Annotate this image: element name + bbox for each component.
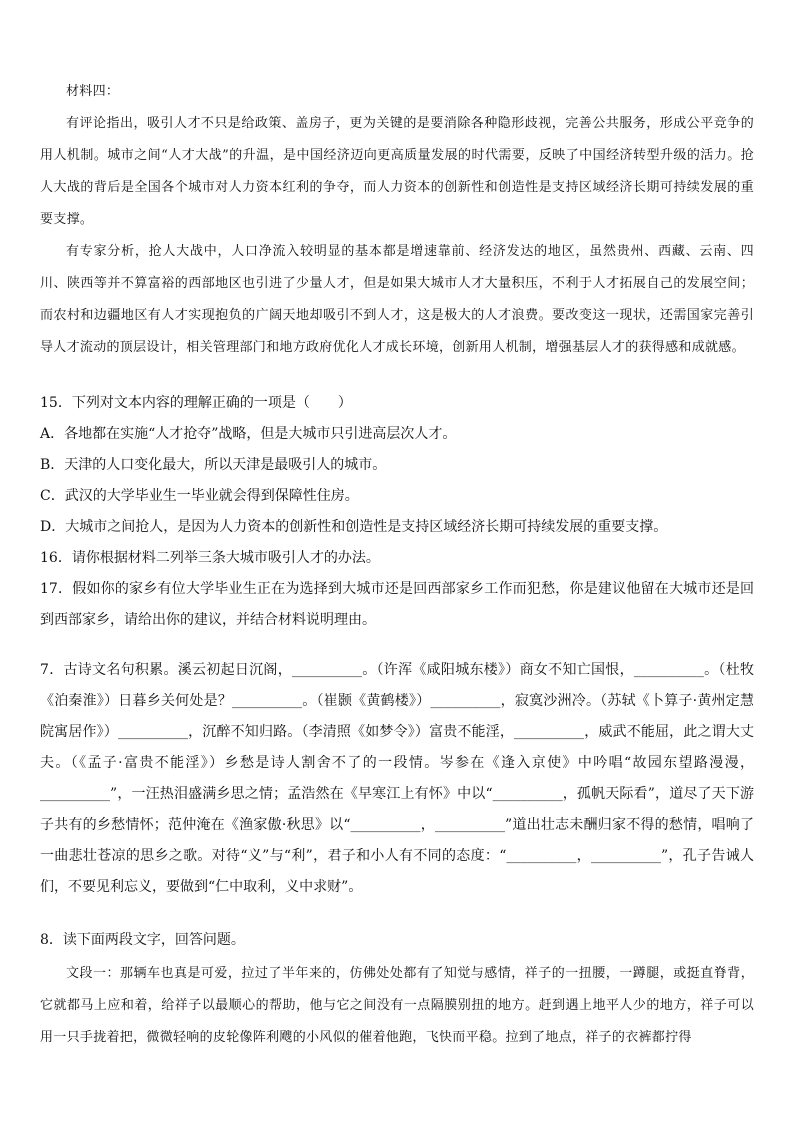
question-15-option-d: D．大城市之间抢人，是因为人力资本的创新性和创造性是支持区域经济长期可持续发展的重要支撑。 (40, 519, 668, 535)
question-15 (40, 388, 754, 543)
question-15-option-a: A．各地都在实施“人才抢夺”战略，但是大城市只引进高层次人才。 (40, 426, 457, 442)
question-17: 17．假如你的家乡有位大学毕业生正在为选择到大城市还是回西部家乡工作而犯愁，你是建议他留在大城市还是回到西部家乡，请给出你的建议，并结合材料说明理由。 (40, 581, 754, 628)
question-15-option-c: C．武汉的大学毕业生一毕业就会得到保障性住房。 (40, 488, 359, 504)
material4-paragraph-2: 有专家分析，抢人大战中，人口净流入较明显的基本都是增速靠前、经济发达的地区，虽然贵州、西藏、云南、四川、陕西等并不算富裕的西部地区也引进了少量人才，但是如果大城市人才大量积压，不利于人才拓展自己的发展空间；而农村和边疆地区有人才实现抱负的广阔天地却吸引不到人才，这是极大的人才浪费。要改变这一现状，还需国家完善引导人才流动的顶层设计，相关管理部门和地方政府优化人才成长环境，创新用人机制，增强基层人才的获得感和成就感。 (40, 244, 754, 355)
question-8-passage-1: 文段一：那辆车也真是可爱，拉过了半年来的，仿佛处处都有了知觉与感情，祥子的一扭腰，一蹲腿，或挺直脊背，它就都马上应和着，给祥子以最顺心的帮助，他与它之间没有一点隔膜别扭的地方。赶到遇上地平人少的地方，祥子可以用一只手拢着把，微微轻响的皮轮像阵利飕的小风似的催着他跑，飞快而平稳。拉到了地点，祥子的衣裤都拧得 (40, 966, 754, 1045)
material4-heading: 材料四： (66, 84, 120, 99)
question-15-stem: 15．下列对文本内容的理解正确的一项是（ ） (40, 395, 352, 411)
question-16: 16．请你根据材料二列举三条大城市吸引人才的办法。 (40, 550, 380, 566)
question-8-stem: 8．读下面两段文字，回答问题。 (40, 932, 245, 948)
question-15-option-b: B．天津的人口变化最大，所以天津是最吸引人的城市。 (40, 457, 387, 473)
material4-paragraph-1: 有评论指出，吸引人才不只是给政策、盖房子，更为关键的是要消除各种隐形歧视，完善公共服务，形成公平竞争的用人机制。城市之间“人才大战”的升温，是中国经济迈向更高质量发展的时代需要，反映了中国经济转型升级的活力。抢人大战的背后是全国各个城市对人力资本红利的争夺，而人力资本的创新性和创造性是支持区域经济长期可持续发展的重要支撑。 (40, 116, 754, 227)
question-7: 7．古诗文名句积累。溪云初起日沉阁，__________。（许浑《咸阳城东楼》）商女不知亡国恨，__________。（杜牧《泊秦淮》）日暮乡关何处是？__________。（崔颢《黄鹤楼》）__________，寂寞沙洲冷。（苏轼《卜算子·黄州定慧院寓居作》）__________，沉醉不知归路。（李清照《如梦令》）富贵不能淫，__________，威武不能屈，此之谓大丈夫。（《孟子·富贵不能淫》）乡愁是诗人割舍不了的一段情。岑参在《逢入京使》中吟唱“故园东望路漫漫，__________”，一汪热泪盛满乡思之情；孟浩然在《早寒江上有怀》中以“__________，孤帆天际看”，道尽了天下游子共有的乡愁情怀；范仲淹在《渔家傲·秋思》以“__________，__________”道出壮志未酬归家不得的愁情，唱响了一曲悲壮苍凉的思乡之歌。对待“义”与“利”，君子和小人有不同的态度：“__________，__________”，孔子告诫人们，不要见利忘义，要做到“仁中取利，义中求财”。 (40, 662, 754, 895)
